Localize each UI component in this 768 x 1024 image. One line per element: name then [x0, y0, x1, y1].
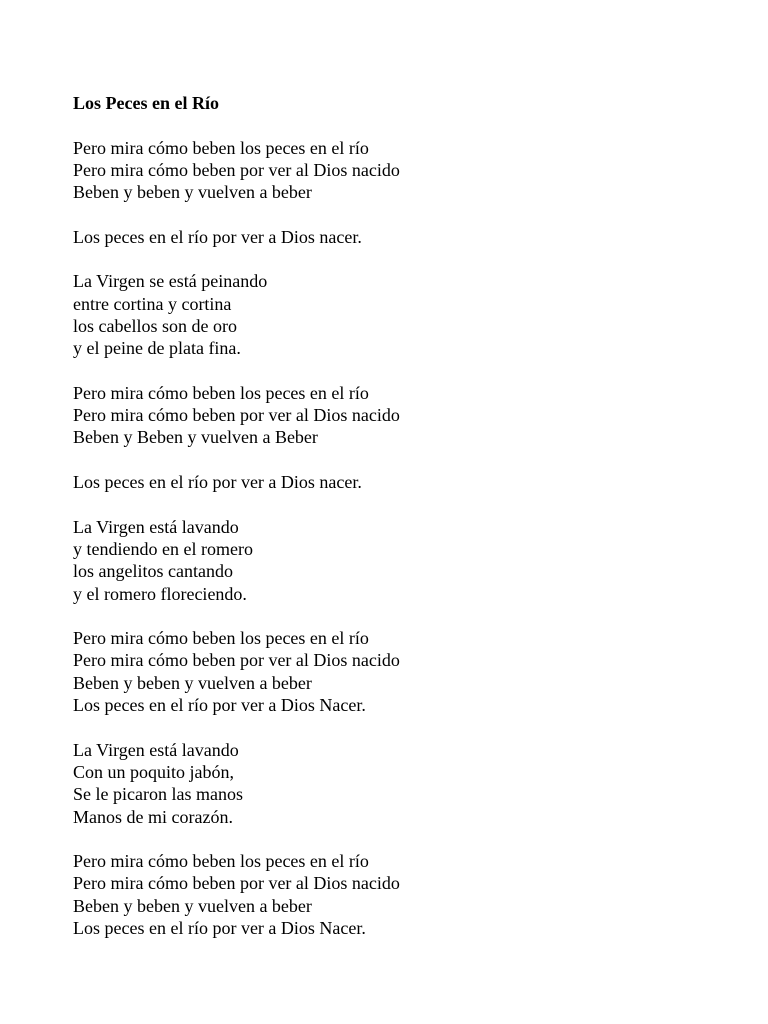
verse-line: Con un poquito jabón,: [73, 761, 234, 782]
verse-line: Pero mira cómo beben por ver al Dios nacido: [73, 873, 400, 894]
stanza: [73, 739, 713, 828]
verse-line: Beben y Beben y vuelven a Beber: [73, 427, 318, 448]
verse-line: los cabellos son de oro: [73, 315, 237, 336]
verse-line: Pero mira cómo beben los peces en el río: [73, 382, 369, 403]
verse-line: y el peine de plata fina.: [73, 338, 241, 359]
verse-line: y tendiendo en el romero: [73, 538, 253, 559]
stanza: [73, 382, 713, 449]
verse-line: Beben y beben y vuelven a beber: [73, 895, 312, 916]
stanza: [73, 270, 713, 359]
verse-line: entre cortina y cortina: [73, 293, 232, 314]
verse-line: y el romero floreciendo.: [73, 583, 247, 604]
document-title: Los Peces en el Río: [73, 93, 219, 113]
verse-line: Pero mira cómo beben por ver al Dios nacido: [73, 650, 400, 671]
stanza: [73, 137, 713, 204]
verse-line: Pero mira cómo beben por ver al Dios nacido: [73, 405, 400, 426]
verse-line: Pero mira cómo beben por ver al Dios nacido: [73, 159, 400, 180]
verse-line: Los peces en el río por ver a Dios nacer.: [73, 226, 362, 247]
verse-line: Los peces en el río por ver a Dios nacer.: [73, 472, 362, 493]
stanza: [73, 516, 713, 605]
verse-line: Manos de mi corazón.: [73, 806, 233, 827]
document-page: [73, 92, 713, 962]
verse-line: los angelitos cantando: [73, 561, 233, 582]
verse-line: Se le picaron las manos: [73, 784, 243, 805]
verse-line: Pero mira cómo beben los peces en el río: [73, 851, 369, 872]
stanza: [73, 226, 713, 248]
verse-line: Pero mira cómo beben los peces en el río: [73, 628, 369, 649]
verse-line: Pero mira cómo beben los peces en el río: [73, 137, 369, 158]
stanza: [73, 471, 713, 493]
verse-line: Beben y beben y vuelven a beber: [73, 182, 312, 203]
stanza: [73, 850, 713, 939]
verse-line: Los peces en el río por ver a Dios Nacer.: [73, 917, 366, 938]
stanza: [73, 627, 713, 716]
verse-line: La Virgen está lavando: [73, 739, 239, 760]
verse-line: La Virgen está lavando: [73, 516, 239, 537]
verse-line: Los peces en el río por ver a Dios Nacer.: [73, 695, 366, 716]
verse-line: La Virgen se está peinando: [73, 271, 268, 292]
verse-line: Beben y beben y vuelven a beber: [73, 672, 312, 693]
